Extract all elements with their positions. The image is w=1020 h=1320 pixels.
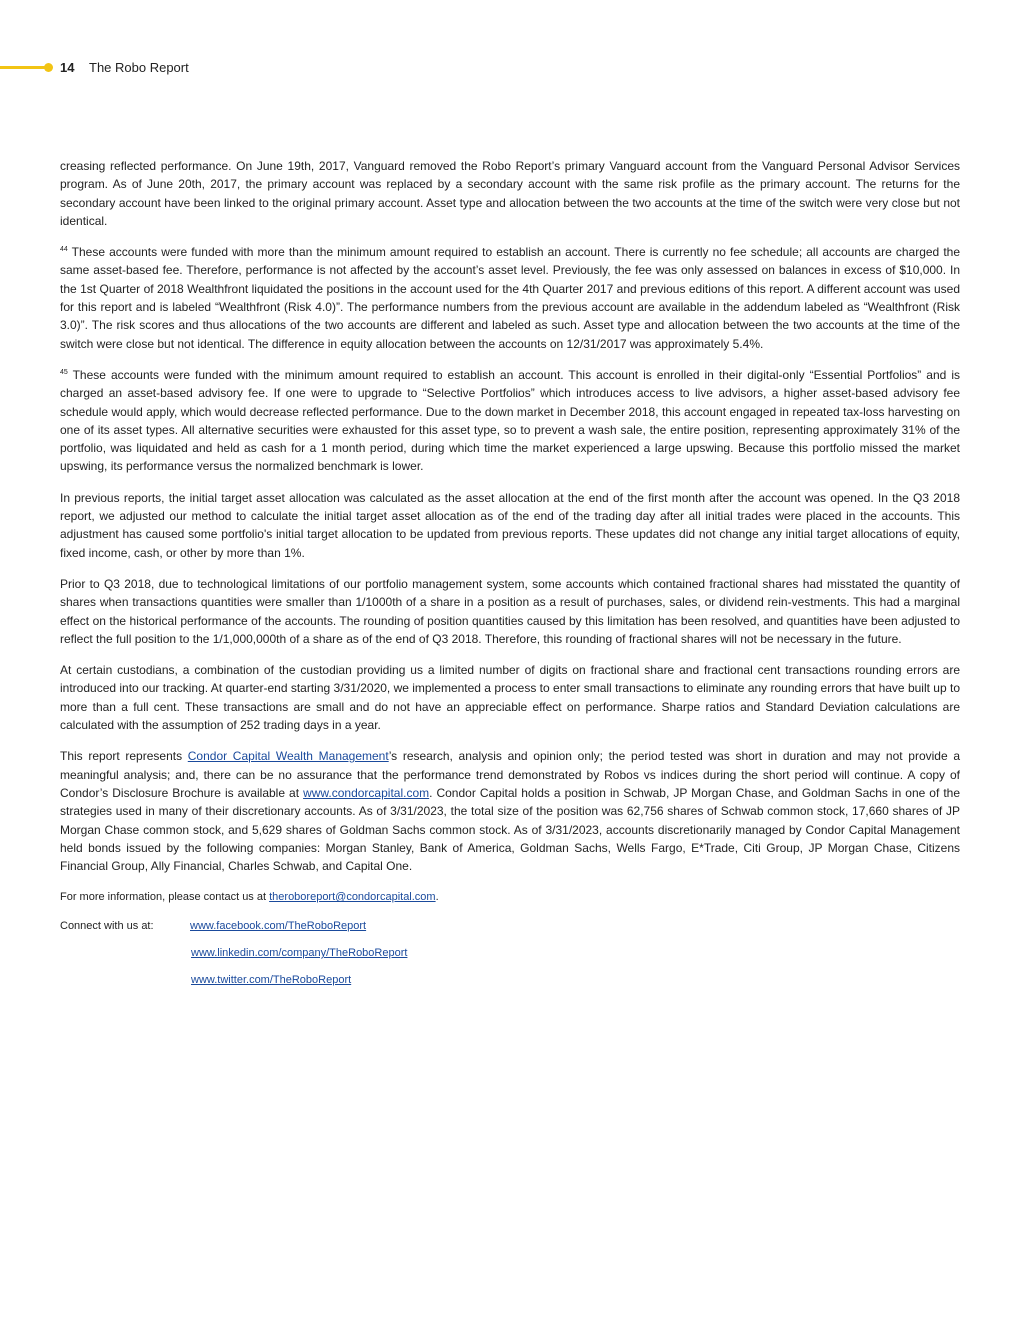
paragraph-target-allocation	[60, 489, 960, 562]
connect-label: Connect with us at:	[60, 920, 154, 933]
footnote-text: These accounts were funded with the minimum amount required to establish an account. This account is enrolled in their digital-only “Essential Portfolios” and is charged an asset-based advisory fee. If one were to upgrade to “Selective Portfolios” which introduces access to live advisors, a higher asset-based advisory fee schedule would apply, which would decrease reflected performance. Due to the down market in December 2018, this account engaged in repeated tax-loss harvesting on one of its asset types. All alternative securities were exhausted for this asset type, so to prevent a wash sale, the entire position, representing approximately 31% of the portfolio, was liquidated and held as cash for a 1 month period, during which time the market experienced a large upswing. Because this portfolio missed the market upswing, its performance versus the normalized benchmark is lower.	[60, 367, 960, 474]
condor-website-link[interactable]: www.condorcapital.com	[303, 785, 430, 800]
footnote-marker: 45	[60, 368, 68, 376]
social-links	[60, 918, 960, 998]
paragraph-fractional-shares	[60, 575, 960, 648]
report-title: The Robo Report	[89, 60, 189, 75]
contact-line	[60, 889, 960, 905]
header-accent-line	[0, 66, 46, 69]
page-number: 14	[60, 60, 75, 75]
paragraph-disclosure	[60, 747, 960, 875]
paragraph-vanguard-continuation	[60, 157, 960, 230]
paragraph-text: ’s research, analysis and opinion only; the period tested was short in duration and may not provide a meaningful analysis; and, there can be no assurance that the performance trend demonstrated by Robos vs indices during the short period will continue. A copy of Condor’s Disclosure Brochure is available at	[60, 749, 961, 800]
page-header	[0, 58, 400, 78]
header-accent-dot	[44, 63, 53, 72]
linkedin-link[interactable]: www.linkedin.com/company/TheRoboReport	[191, 947, 408, 960]
condor-capital-link[interactable]: Condor Capital Wealth Management	[187, 749, 389, 764]
paragraph-text: creasing reflected performance. On June 19th, 2017, Vanguard removed the Robo Report’s primary Vanguard account from the Vanguard Personal Advisor Services program. As of June 20th, 2017, the primary account was replaced by a secondary account with the same risk profile as the primary account. The returns for the secondary account have been linked to the original primary account. Asset type and allocation between the two accounts at the time of the switch were very close but not identical.	[60, 159, 960, 228]
paragraph-custodians	[60, 661, 960, 734]
paragraph-text: This report represents	[60, 749, 188, 764]
main-content	[60, 157, 960, 998]
footnote-45	[60, 366, 960, 476]
twitter-link[interactable]: www.twitter.com/TheRoboReport	[191, 974, 352, 987]
footnote-marker: 44	[60, 246, 68, 254]
facebook-link[interactable]: www.facebook.com/TheRoboReport	[190, 920, 367, 933]
paragraph-text: . Condor Capital holds a position in Schwab, JP Morgan Chase, and Goldman Sachs in one of the strategies used in many of their discretionary accounts. As of 3/31/2023, the total size of the position was 62,756 shares of Schwab common stock, 17,660 shares of JP Morgan Chase common stock, and 5,629 shares of Goldman Sachs common stock. As of 3/31/2023, accounts discretionarily managed by Condor Capital Management held bonds issued by the following companies: Morgan Stanley, Bank of America, Goldman Sachs, Wells Fargo, E*Trade, Citi Group, JP Morgan Chase, Citizens Financial Group, Ally Financial, Charles Schwab, and Capital One.	[60, 785, 961, 874]
footnote-text: These accounts were funded with more than the minimum amount required to establish an account. There is currently no fee schedule; all accounts are charged the same asset-based fee. Therefore, performance is not affected by the account’s asset level. Previously, the fee was only assessed on balances in excess of $10,000. In the 1st Quarter of 2018 Wealthfront liquidated the positions in the account used for the 4th Quarter 2017 and previous editions of this report. A different account was used for this report and is labeled “Wealthfront (Risk 4.0)”. The performance numbers from the previous account are available in the addendum labeled as “Wealthfront (Risk 3.0)”. The risk scores and thus allocations of the two accounts are different and labeled as such. Asset type and allocation between the two accounts at the time of the switch were close but not identical. The difference in equity allocation between the accounts on 12/31/2017 was approximately 5.4%.	[60, 245, 960, 351]
paragraph-text: Prior to Q3 2018, due to technological limitations of our portfolio management system, some accounts which contained fractional shares had misstated the quantity of shares when transactions quantities were smaller than 1/1000th of a share in a position as a result of purchases, sales, or dividend rein-vestments. This had a marginal effect on the historical performance of the accounts. The rounding of position quantities caused by this limitation has been resolved, and quantities have been adjusted to reflect the full position to the 1/1,000,000th of a share as of the end of Q3 2018. Therefore, this rounding of fractional shares will not be necessary in the future.	[60, 576, 960, 646]
contact-email-link[interactable]: theroboreport@condorcapital.com	[269, 891, 436, 904]
footnote-44	[60, 243, 960, 353]
paragraph-text: At certain custodians, a combination of the custodian providing us a limited number of digits on fractional share and fractional cent transactions rounding errors are introduced into our tracking. At quarter-end starting 3/31/2020, we implemented a process to enter small transactions to eliminate any rounding errors that have built up to more than a full cent. These transactions are small and do not have an appreciable effect on performance. Sharpe ratios and Standard Deviation calculations are calculated with the assumption of 252 trading days in a year.	[60, 663, 960, 733]
contact-suffix: .	[435, 891, 439, 904]
contact-prefix: For more information, please contact us at	[60, 891, 270, 904]
paragraph-text: In previous reports, the initial target asset allocation was calculated as the asset allocation at the end of the first month after the account was opened. In the Q3 2018 report, we adjusted our method to calculate the initial target asset allocation as of the end of the trading day after all initial trades were placed in the accounts. This adjustment has caused some portfolio's initial target allocation to be updated from previous reports. These updates did not change any initial target allocations of equity, fixed income, cash, or other by more than 1%.	[60, 490, 960, 560]
